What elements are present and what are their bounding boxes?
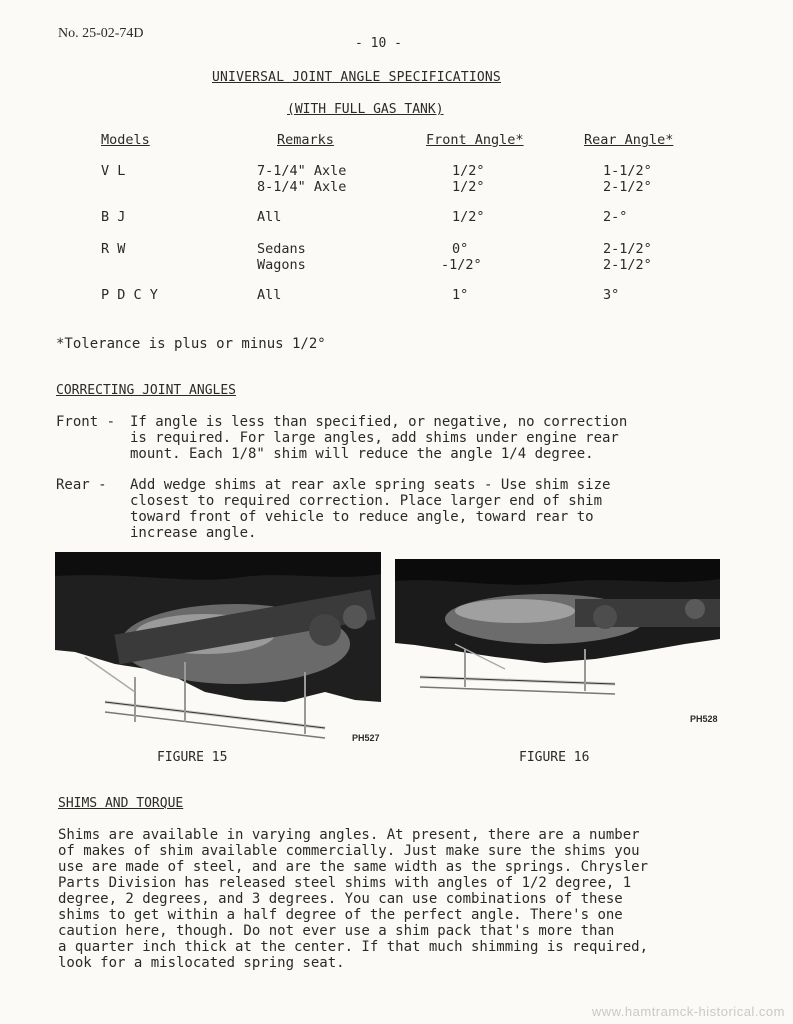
text-line: caution here, though. Do not ever use a shim pack that's more than: [58, 923, 615, 939]
front-angle-cell: 1°: [452, 287, 469, 303]
front-angle-cell: 0°: [452, 241, 469, 257]
page-title: UNIVERSAL JOINT ANGLE SPECIFICATIONS: [212, 70, 501, 85]
text-line: Parts Division has released steel shims with angles of 1/2 degree, 1: [58, 875, 632, 891]
text-line: a quarter inch thick at the center. If that much shimming is required,: [58, 939, 649, 955]
figure-15-caption: FIGURE 15: [157, 750, 228, 765]
rear-angle-cell: 2-1/2°: [603, 241, 652, 257]
text-line: use are made of steel, and are the same width as the springs. Chrysler: [58, 859, 649, 875]
text-line: Add wedge shims at rear axle spring seats - Use shim size: [130, 477, 611, 493]
rear-angle-cell: 3°: [603, 287, 620, 303]
page-subtitle: (WITH FULL GAS TANK): [287, 102, 444, 117]
header-remarks: Remarks: [277, 132, 334, 148]
front-angle-cell: 1/2°: [452, 179, 485, 195]
figure-15-photo: [55, 552, 381, 745]
rear-label: Rear -: [56, 477, 107, 493]
rear-paragraph: [130, 477, 610, 541]
text-line: mount. Each 1/8" shim will reduce the angle 1/4 degree.: [130, 446, 594, 462]
text-line: toward front of vehicle to reduce angle, toward rear to: [130, 509, 594, 525]
rear-angle-cell: 2-°: [603, 209, 628, 225]
figure-16-photo: [395, 559, 720, 709]
remark-cell: 8-1/4" Axle: [257, 179, 347, 195]
remark-cell: Wagons: [257, 257, 306, 273]
correcting-heading: CORRECTING JOINT ANGLES: [56, 383, 237, 398]
front-angle-cell: 1/2°: [452, 209, 485, 225]
header-models: Models: [101, 132, 150, 148]
text-line: closest to required correction. Place larger end of shim: [130, 493, 603, 509]
model-pdcy: P D C Y: [101, 287, 158, 303]
tolerance-note: *Tolerance is plus or minus 1/2°: [56, 336, 326, 352]
text-line: shims to get within a half degree of the perfect angle. There's one: [58, 907, 623, 923]
figure-16-code: PH528: [690, 714, 718, 724]
front-label: Front -: [56, 414, 116, 430]
text-line: Shims are available in varying angles. At present, there are a number: [58, 827, 640, 843]
shims-heading: SHIMS AND TORQUE: [58, 796, 184, 811]
figure-16-caption: FIGURE 16: [519, 750, 590, 765]
header-front-angle: Front Angle*: [426, 132, 524, 148]
model-bj: B J: [101, 209, 126, 225]
remark-cell: Sedans: [257, 241, 306, 257]
document-number: No. 25-02-74D: [58, 26, 144, 41]
front-paragraph: [130, 414, 627, 462]
rear-angle-cell: 2-1/2°: [603, 257, 652, 273]
remark-cell: 7-1/4" Axle: [257, 163, 347, 179]
text-line: degree, 2 degrees, and 3 degrees. You can use combinations of these: [58, 891, 623, 907]
text-line: increase angle.: [130, 525, 257, 541]
page-number: - 10 -: [355, 36, 402, 51]
model-vl: V L: [101, 163, 126, 179]
footer-watermark: www.hamtramck-historical.com: [591, 1004, 785, 1019]
text-line: If angle is less than specified, or negative, no correction: [130, 414, 628, 430]
remark-cell: All: [257, 209, 282, 225]
model-rw: R W: [101, 241, 126, 257]
header-rear-angle: Rear Angle*: [584, 132, 674, 148]
front-angle-cell: 1/2°: [452, 163, 485, 179]
remark-cell: All: [257, 287, 282, 303]
text-line: is required. For large angles, add shims under engine rear: [130, 430, 619, 446]
figure-15-code: PH527: [352, 733, 380, 743]
text-line: look for a mislocated spring seat.: [58, 955, 345, 971]
rear-angle-cell: 2-1/2°: [603, 179, 652, 195]
rear-angle-cell: 1-1/2°: [603, 163, 652, 179]
front-angle-cell: -1/2°: [441, 257, 482, 273]
shims-paragraph: [58, 827, 648, 971]
text-line: of makes of shim available commercially. Just make sure the shims you: [58, 843, 640, 859]
